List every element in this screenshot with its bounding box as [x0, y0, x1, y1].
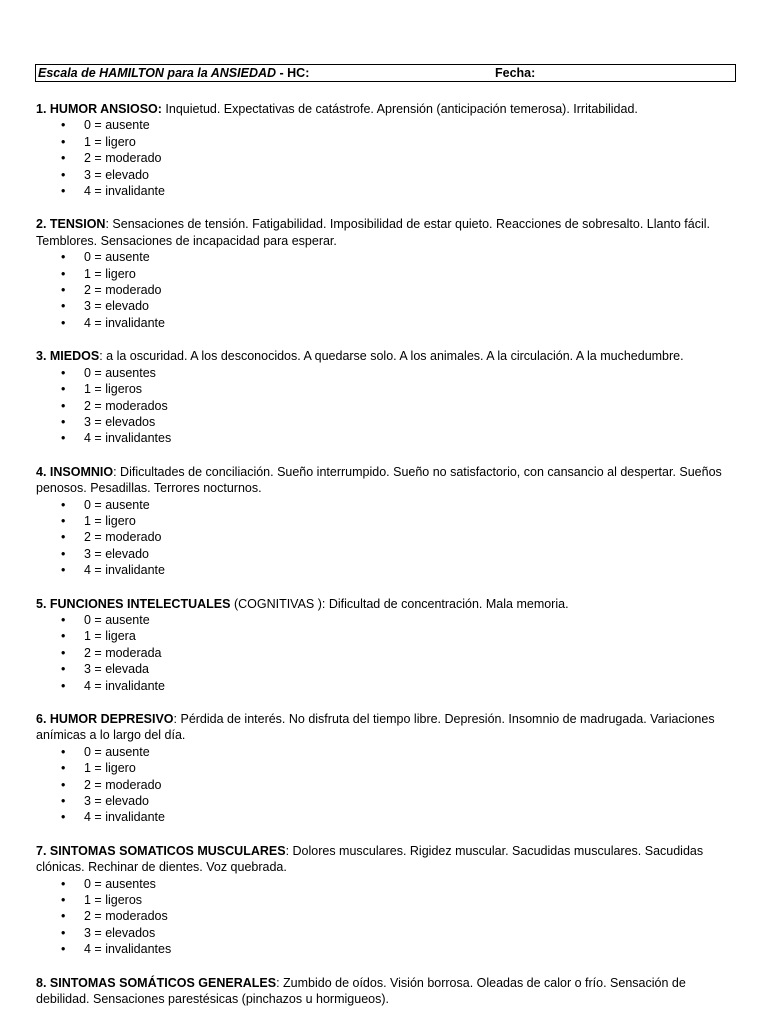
bullet-icon: • — [61, 266, 66, 281]
option — [36, 546, 736, 562]
option — [36, 365, 736, 381]
item-7-title: 7. SINTOMAS SOMATICOS MUSCULARES — [36, 843, 286, 858]
item-5-text — [36, 596, 736, 612]
option — [36, 809, 736, 825]
bullet-icon: • — [61, 398, 66, 413]
option-label: 4 = invalidante — [84, 315, 165, 330]
option — [36, 266, 736, 282]
option-label: 0 = ausente — [84, 612, 150, 627]
bullet-icon: • — [61, 925, 66, 940]
option-label: 3 = elevado — [84, 794, 149, 809]
scale-title — [38, 65, 309, 81]
item-8-title: 8. SINTOMAS SOMÁTICOS GENERALES — [36, 975, 277, 990]
option-label: 1 = ligeros — [84, 893, 143, 908]
fecha-label: Fecha: — [495, 66, 536, 80]
option-label: 1 = ligero — [84, 266, 136, 281]
item-1-title: 1. HUMOR ANSIOSO: — [36, 102, 162, 116]
option — [36, 430, 736, 446]
item-2-description: : Sensaciones de tensión. Fatigabilidad. Imposibilidad de estar quieto. Reacciones de sobresalto. Llanto fácil. Temblores. Sensaciones de incapacidad para esperar. — [36, 217, 711, 248]
bullet-icon: • — [61, 777, 66, 792]
item-8-description: : Zumbido de oídos. Visión borrosa. Oleadas de calor o frío. Sensación de debilidad. Sensaciones parestésicas (pinchazos u hormigueos). — [36, 975, 686, 1007]
bullet-icon: • — [61, 414, 66, 429]
item-4-options — [36, 497, 736, 579]
item-7 — [36, 843, 736, 958]
option-label: 3 = elevado — [84, 546, 149, 561]
option — [36, 925, 736, 941]
option-label: 0 = ausente — [84, 497, 150, 512]
bullet-icon: • — [61, 744, 66, 759]
item-1 — [36, 101, 736, 199]
item-6 — [36, 711, 736, 826]
item-7-options — [36, 876, 736, 958]
item-7-description: : Dolores musculares. Rigidez muscular. Sacudidas musculares. Sacudidas clónicas. Rechinar de dientes. Voz quebrada. — [36, 843, 704, 875]
bullet-icon: • — [61, 315, 66, 330]
hc-label: - HC: — [279, 66, 310, 80]
option-label: 4 = invalidante — [84, 678, 165, 693]
bullet-icon: • — [61, 563, 66, 578]
item-2-options — [36, 249, 736, 331]
option — [36, 876, 736, 892]
bullet-icon: • — [61, 151, 66, 166]
option-label: 4 = invalidante — [84, 563, 165, 578]
option-label: 0 = ausentes — [84, 876, 156, 891]
item-3-title: 3. MIEDOS — [36, 349, 100, 364]
bullet-icon: • — [61, 299, 66, 314]
option-label: 1 = ligero — [84, 134, 136, 149]
bullet-icon: • — [61, 876, 66, 891]
option-label: 0 = ausente — [84, 118, 150, 133]
bullet-icon: • — [61, 118, 66, 133]
option-label: 0 = ausente — [84, 250, 150, 265]
option — [36, 744, 736, 760]
option — [36, 150, 736, 166]
item-4-text — [36, 464, 736, 497]
option-label: 3 = elevado — [84, 167, 149, 182]
option-label: 1 = ligera — [84, 629, 136, 644]
bullet-icon: • — [61, 678, 66, 693]
option — [36, 298, 736, 314]
option — [36, 760, 736, 776]
item-4-description: : Dificultades de conciliación. Sueño interrumpido. Sueño no satisfactorio, con cansancio al despertar. Sueños penosos. Pesadillas. Terrores nocturnos. — [36, 464, 722, 496]
item-8 — [36, 975, 736, 1008]
option-label: 0 = ausentes — [84, 365, 156, 380]
option-label: 1 = ligero — [84, 761, 136, 776]
item-2-text — [36, 216, 736, 249]
bullet-icon: • — [61, 546, 66, 561]
item-2 — [36, 216, 736, 331]
item-6-description: : Pérdida de interés. No disfruta del tiempo libre. Depresión. Insomnio de madrugada. Variaciones anímicas a lo largo del día. — [36, 712, 715, 743]
bullet-icon: • — [61, 513, 66, 528]
option-label: 4 = invalidante — [84, 184, 165, 199]
option-label: 2 = moderada — [84, 645, 162, 660]
bullet-icon: • — [61, 662, 66, 677]
option-label: 4 = invalidante — [84, 810, 165, 825]
item-4-title: 4. INSOMNIO — [36, 464, 114, 479]
scale-title-text: Escala de HAMILTON para la ANSIEDAD — [38, 66, 277, 80]
bullet-icon: • — [61, 761, 66, 776]
item-1-text — [36, 101, 736, 117]
bullet-icon: • — [61, 530, 66, 545]
option-label: 2 = moderados — [84, 398, 168, 413]
bullet-icon: • — [61, 283, 66, 298]
item-6-options — [36, 744, 736, 826]
option — [36, 661, 736, 677]
option-label: 4 = invalidantes — [84, 431, 172, 446]
item-3 — [36, 348, 736, 446]
option — [36, 628, 736, 644]
item-5-title: 5. FUNCIONES INTELECTUALES — [36, 596, 231, 611]
option — [36, 908, 736, 924]
bullet-icon: • — [61, 497, 66, 512]
bullet-icon: • — [61, 250, 66, 265]
option — [36, 167, 736, 183]
item-5 — [36, 596, 736, 694]
item-8-text — [36, 975, 736, 1008]
option — [36, 513, 736, 529]
header-box — [35, 64, 736, 82]
item-3-options — [36, 365, 736, 447]
option-label: 2 = moderados — [84, 909, 168, 924]
item-3-text — [36, 348, 736, 364]
option — [36, 562, 736, 578]
bullet-icon: • — [61, 134, 66, 149]
option-label: 1 = ligero — [84, 513, 136, 528]
option — [36, 282, 736, 298]
bullet-icon: • — [61, 365, 66, 380]
item-4 — [36, 464, 736, 579]
option — [36, 117, 736, 133]
option — [36, 381, 736, 397]
bullet-icon: • — [61, 382, 66, 397]
option — [36, 398, 736, 414]
option — [36, 249, 736, 265]
item-6-title: 6. HUMOR DEPRESIVO — [36, 712, 174, 726]
option — [36, 678, 736, 694]
bullet-icon: • — [61, 167, 66, 182]
item-5-description: (COGNITIVAS ): Dificultad de concentración. Mala memoria. — [230, 596, 569, 611]
option-label: 2 = moderado — [84, 530, 162, 545]
bullet-icon: • — [61, 893, 66, 908]
option — [36, 529, 736, 545]
option — [36, 941, 736, 957]
bullet-icon: • — [61, 629, 66, 644]
option — [36, 645, 736, 661]
option-label: 3 = elevado — [84, 299, 149, 314]
item-1-description: Inquietud. Expectativas de catástrofe. Aprensión (anticipación temerosa). Irritabilidad. — [161, 102, 638, 116]
option — [36, 414, 736, 430]
option-label: 3 = elevados — [84, 925, 156, 940]
option-label: 2 = moderado — [84, 777, 162, 792]
option-label: 3 = elevados — [84, 414, 156, 429]
item-6-text — [36, 711, 736, 744]
bullet-icon: • — [61, 909, 66, 924]
option — [36, 183, 736, 199]
option-label: 1 = ligeros — [84, 382, 143, 397]
option — [36, 612, 736, 628]
items-list — [36, 101, 736, 1024]
option-label: 3 = elevada — [84, 662, 149, 677]
item-5-options — [36, 612, 736, 694]
option — [36, 497, 736, 513]
option-label: 4 = invalidantes — [84, 942, 172, 957]
bullet-icon: • — [61, 431, 66, 446]
item-1-options — [36, 117, 736, 199]
option — [36, 134, 736, 150]
bullet-icon: • — [61, 612, 66, 627]
bullet-icon: • — [61, 942, 66, 957]
item-7-text — [36, 843, 736, 876]
option — [36, 793, 736, 809]
option-label: 2 = moderado — [84, 151, 162, 166]
item-3-description: : a la oscuridad. A los desconocidos. A quedarse solo. A los animales. A la circulación. A la muchedumbre. — [99, 349, 684, 364]
bullet-icon: • — [61, 810, 66, 825]
option — [36, 777, 736, 793]
option — [36, 315, 736, 331]
item-2-title: 2. TENSION — [36, 217, 106, 232]
bullet-icon: • — [61, 184, 66, 199]
bullet-icon: • — [61, 645, 66, 660]
bullet-icon: • — [61, 794, 66, 809]
option-label: 0 = ausente — [84, 744, 150, 759]
option — [36, 892, 736, 908]
option-label: 2 = moderado — [84, 283, 162, 298]
